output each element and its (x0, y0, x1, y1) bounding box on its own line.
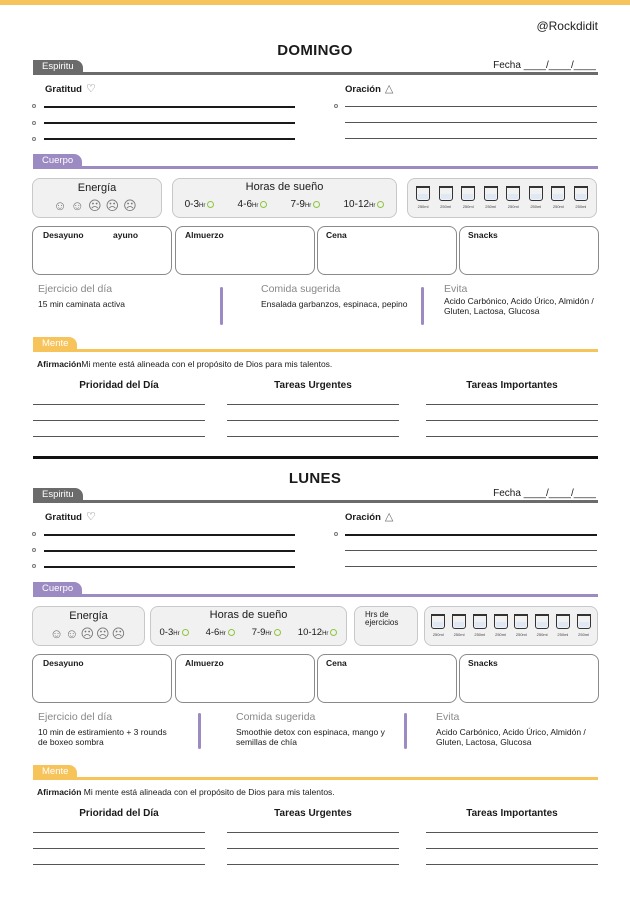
divider-bar (421, 287, 424, 325)
water-glass-icon[interactable]: 250ml (506, 186, 521, 209)
radio-circle-icon[interactable] (274, 629, 281, 636)
bullet (32, 548, 36, 552)
prioridad-heading: Prioridad del Día (79, 808, 159, 819)
urgentes-line-2[interactable] (227, 848, 399, 849)
sueno-box (150, 606, 347, 646)
radio-circle-icon[interactable] (260, 201, 267, 208)
water-glass-icon[interactable]: 250ml (551, 186, 566, 209)
urgentes-line-3[interactable] (227, 436, 399, 437)
date-field[interactable]: Fecha ____/____/____ (493, 488, 596, 499)
radio-circle-icon[interactable] (313, 201, 320, 208)
oracion-label: Oración △ (345, 83, 394, 95)
face-neutral-icon[interactable]: ☹ (87, 198, 106, 213)
water-glass-icon[interactable]: 250ml (431, 614, 446, 637)
water-cups (408, 186, 596, 209)
energy-faces[interactable] (33, 626, 144, 642)
ejercicio-heading: Ejercicio del día (38, 711, 113, 723)
face-very-sad-icon[interactable]: ☹ (123, 198, 141, 213)
cena-label: Cena (326, 230, 347, 240)
sleep-option[interactable]: 7-9Hr (291, 199, 321, 210)
snacks-label: Snacks (468, 230, 498, 240)
section-tab-mente: Mente (33, 765, 77, 778)
gratitud-line-3[interactable] (44, 566, 295, 568)
importantes-line-2[interactable] (426, 848, 598, 849)
prioridad-heading: Prioridad del Día (79, 380, 159, 391)
urgentes-line-1[interactable] (227, 404, 399, 405)
water-glass-icon[interactable]: 250ml (416, 186, 431, 209)
face-neutral-icon[interactable]: ☹ (80, 626, 96, 641)
top-accent-bar (0, 0, 630, 5)
radio-circle-icon[interactable] (330, 629, 337, 636)
divider-bar (198, 713, 201, 749)
water-glass-icon[interactable]: 250ml (535, 614, 550, 637)
prioridad-line-3[interactable] (33, 864, 205, 865)
sleep-option[interactable]: 4-6Hr (206, 627, 235, 638)
section-line-espiritu (33, 500, 598, 503)
ejercicio-text: 10 min de estiramiento + 3 rounds de boxeo sombra (38, 727, 167, 747)
section-tab-cuerpo: Cuerpo (33, 154, 82, 167)
afirmacion: AfirmaciónMi mente está alineada con el propósito de Dios para mis talentos. (37, 359, 333, 369)
oracion-label: Oración △ (345, 511, 394, 523)
section-tab-espiritu: Espiritu (33, 60, 83, 73)
section-line-espiritu (33, 72, 598, 75)
face-sad-icon[interactable]: ☹ (105, 198, 124, 213)
importantes-line-1[interactable] (426, 404, 598, 405)
importantes-line-3[interactable] (426, 864, 598, 865)
water-glass-icon[interactable]: 250ml (438, 186, 453, 209)
almuerzo-label: Almuerzo (185, 230, 224, 240)
desayuno-note: ayuno (113, 230, 139, 240)
sueno-title: Horas de sueño (245, 181, 324, 193)
urgentes-heading: Tareas Urgentes (274, 380, 352, 391)
water-glass-icon[interactable]: 250ml (528, 186, 543, 209)
author-handle: @Rockdidit (536, 19, 598, 33)
comida-heading: Comida sugerida (236, 711, 316, 723)
day-section-lunes (0, 470, 630, 900)
prioridad-line-2[interactable] (33, 848, 205, 849)
bullet (32, 137, 36, 141)
sleep-option[interactable]: 4-6Hr (238, 199, 268, 210)
prioridad-line-3[interactable] (33, 436, 205, 437)
importantes-heading: Tareas Importantes (466, 808, 558, 819)
gratitud-line-2[interactable] (44, 122, 295, 124)
importantes-line-3[interactable] (426, 436, 598, 437)
face-happy-icon[interactable]: ☺ (65, 626, 81, 641)
date-field[interactable]: Fecha ____/____/____ (493, 60, 596, 71)
cena-label: Cena (326, 658, 347, 668)
section-tab-espiritu: Espiritu (33, 488, 83, 501)
day-title: LUNES (288, 470, 342, 487)
oracion-line-1[interactable] (345, 106, 597, 107)
section-line-mente (33, 349, 598, 352)
urgentes-line-2[interactable] (227, 420, 399, 421)
hand-heart-icon: ♡ (85, 83, 96, 95)
urgentes-line-1[interactable] (227, 832, 399, 833)
section-line-cuerpo (33, 166, 598, 169)
importantes-heading: Tareas Importantes (466, 380, 558, 391)
water-cups (425, 614, 597, 637)
energia-box (32, 178, 162, 218)
gratitud-line-2[interactable] (44, 550, 295, 552)
face-very-happy-icon[interactable]: ☺ (49, 626, 66, 641)
ejercicio-text: 15 min caminata activa (38, 299, 125, 309)
bullet (334, 532, 338, 536)
water-box (407, 178, 597, 218)
water-glass-icon[interactable]: 250ml (514, 614, 529, 637)
snacks-label: Snacks (468, 658, 498, 668)
comida-text: Smoothie detox con espinaca, mango y semillas de chía (236, 727, 385, 747)
oracion-line-2[interactable] (345, 122, 597, 123)
comida-heading: Comida sugerida (261, 283, 341, 295)
face-very-happy-icon[interactable]: ☺ (53, 198, 71, 213)
sleep-options (173, 199, 396, 210)
hand-heart-icon: ♡ (85, 511, 96, 523)
radio-circle-icon[interactable] (182, 629, 189, 636)
sueno-title: Horas de sueño (209, 609, 288, 621)
radio-circle-icon[interactable] (228, 629, 235, 636)
afirmacion: Afirmación Mi mente está alineada con el propósito de Dios para mis talentos. (37, 787, 335, 797)
gratitud-line-1[interactable] (44, 534, 295, 536)
evita-text: Acido Carbónico, Acido Úrico, Almidón / Gluten, Lactosa, Glucosa (444, 296, 594, 316)
gratitud-label: Gratitud ♡ (45, 83, 96, 95)
divider-bar (404, 713, 407, 749)
oracion-line-3[interactable] (345, 566, 597, 567)
radio-circle-icon[interactable] (377, 201, 384, 208)
bullet (32, 104, 36, 108)
gratitud-line-3[interactable] (44, 138, 295, 140)
sleep-option[interactable]: 10-12Hr (343, 199, 384, 210)
oracion-line-2[interactable] (345, 550, 597, 551)
comida-text: Ensalada garbanzos, espinaca, pepino (261, 299, 408, 309)
hrs-ejercicios-box[interactable] (354, 606, 418, 646)
sleep-option[interactable]: 7-9Hr (252, 627, 281, 638)
prioridad-line-1[interactable] (33, 404, 205, 405)
water-glass-icon[interactable]: 250ml (483, 186, 498, 209)
water-glass-icon[interactable]: 250ml (576, 614, 591, 637)
bullet (334, 104, 338, 108)
importantes-line-1[interactable] (426, 832, 598, 833)
face-happy-icon[interactable]: ☺ (70, 198, 88, 213)
day-title: DOMINGO (277, 42, 353, 59)
energia-title: Energía (77, 182, 117, 194)
prioridad-line-1[interactable] (33, 832, 205, 833)
face-very-sad-icon[interactable]: ☹ (111, 626, 128, 641)
gratitud-label: Gratitud ♡ (45, 511, 96, 523)
energy-faces[interactable] (33, 198, 161, 214)
desayuno-label: Desayuno (43, 230, 84, 240)
energia-title: Energía (69, 610, 108, 622)
almuerzo-label: Almuerzo (185, 658, 224, 668)
face-sad-icon[interactable]: ☹ (96, 626, 112, 641)
energia-box (32, 606, 145, 646)
bullet (32, 564, 36, 568)
desayuno-label: Desayuno (43, 658, 84, 668)
gratitud-line-1[interactable] (44, 106, 295, 108)
sleep-option[interactable]: 0-3Hr (160, 627, 189, 638)
sleep-option[interactable]: 10-12Hr (298, 627, 338, 638)
water-glass-icon[interactable]: 250ml (452, 614, 467, 637)
section-line-mente (33, 777, 598, 780)
hrs-ejercicios-label: Hrs de ejercicios (365, 610, 399, 627)
water-glass-icon[interactable]: 250ml (555, 614, 570, 637)
water-glass-icon[interactable]: 250ml (573, 186, 588, 209)
ejercicio-heading: Ejercicio del día (38, 283, 113, 295)
oracion-line-1[interactable] (345, 534, 597, 536)
bullet (32, 121, 36, 125)
day-divider (33, 456, 598, 459)
water-glass-icon[interactable]: 250ml (472, 614, 487, 637)
sleep-options (151, 627, 346, 638)
water-glass-icon[interactable]: 250ml (493, 614, 508, 637)
bullet (32, 532, 36, 536)
section-tab-cuerpo: Cuerpo (33, 582, 82, 595)
urgentes-heading: Tareas Urgentes (274, 808, 352, 819)
prioridad-line-2[interactable] (33, 420, 205, 421)
praying-hands-icon: △ (384, 511, 394, 523)
radio-circle-icon[interactable] (207, 201, 214, 208)
praying-hands-icon: △ (384, 83, 394, 95)
day-section-domingo (0, 42, 630, 482)
sueno-box (172, 178, 397, 218)
importantes-line-2[interactable] (426, 420, 598, 421)
evita-heading: Evita (436, 711, 460, 723)
section-line-cuerpo (33, 594, 598, 597)
oracion-line-3[interactable] (345, 138, 597, 139)
water-box (424, 606, 598, 646)
water-glass-icon[interactable]: 250ml (461, 186, 476, 209)
evita-text: Acido Carbónico, Acido Úrico, Almidón / Gluten, Lactosa, Glucosa (436, 727, 586, 747)
divider-bar (220, 287, 223, 325)
sleep-option[interactable]: 0-3Hr (185, 199, 215, 210)
evita-heading: Evita (444, 283, 468, 295)
urgentes-line-3[interactable] (227, 864, 399, 865)
section-tab-mente: Mente (33, 337, 77, 350)
